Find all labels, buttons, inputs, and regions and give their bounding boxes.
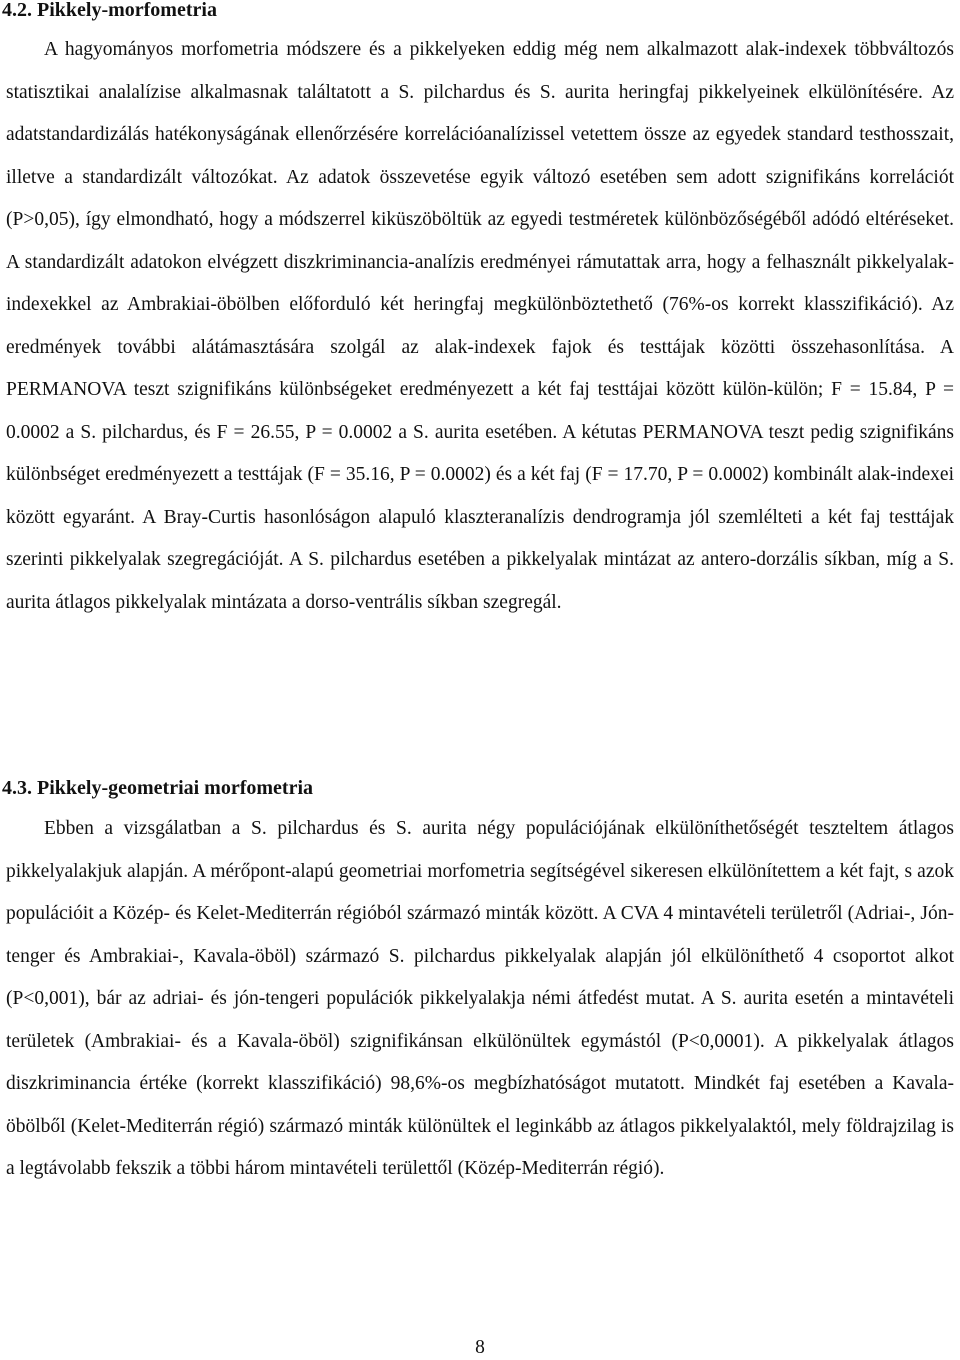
section-heading-4-2: 4.2. Pikkely-morfometria: [2, 0, 217, 21]
section-heading-4-3: 4.3. Pikkely-geometriai morfometria: [2, 777, 314, 799]
section-4-2-paragraph: A hagyományos morfometria módszere és a pikkelyeken eddig még nem alkalmazott alak-indexek többváltozós statisztikai analalízise alkalmasnak találtatott a S. pilchardus és S. aurita heringfaj pikkelyeinek elkülönítésére. Az adatstandardizálás hatékonyságának ellenőrzésére korrelációanalízissel vetettem össze az egyedek standard testhosszait, illetve a standardizált változókat. Az adatok összevetése egyik változó esetében sem adott szignifikáns korrelációt (P>0,05), így elmondható, hogy a módszerrel kiküszöböltük az egyedi testméretek különbözőségéből adódó eltéréseket. A standardizált adatokon elvégzett diszkriminancia-analízis eredményei rámutattak arra, hogy a felhasznált pikkelyalak-indexekkel az Ambrakiai-öbölben előforduló két heringfaj megkülönböztethető (76%-os korrekt klasszifikáció). Az eredmények további alátámasztására szolgál az alak-indexek fajok és testtájak közötti összehasonlítása. A PERMANOVA teszt szignifikáns különbségeket eredményezett a két faj testtájai között külön-külön; F = 15.84, P = 0.0002 a S. pilchardus, és F = 26.55, P = 0.0002 a S. aurita esetében. A kétutas PERMANOVA teszt pedig szignifikáns különbséget eredményezett a testtájak (F = 35.16, P = 0.0002) és a két faj (F = 17.70, P = 0.0002) kombinált alak-indexei között egyaránt. A Bray-Curtis hasonlóságon alapuló klaszteranalízis dendrogramja jól szemlélteti a két faj testtájak szerinti pikkelyalak szegregációját. A S. pilchardus esetében a pikkelyalak mintázat az antero-dorzális síkban, míg a S. aurita átlagos pikkelyalak mintázata a dorso-ventrális síkban szegregál.: [6, 39, 954, 613]
page-number: 8: [475, 1337, 485, 1358]
section-4-3-paragraph: Ebben a vizsgálatban a S. pilchardus és S. aurita négy populációjának elkülöníthetőségét teszteltem átlagos pikkelyalakjuk alapján. A mérőpont-alapú geometriai morfometria segítségével sikeresen elkülönítettem a két fajt, s azok populációit a Közép- és Kelet-Mediterrán régióból származó minták között. A CVA 4 mintavételi területről (Adriai-, Jón-tenger és Ambrakiai-, Kavala-öböl) származó S. pilchardus pikkelyalak alapján jól elkülöníthető 4 csoportot alkot (P<0,001), bár az adriai- és jón-tengeri populációk pikkelyalakja némi átfedést mutat. A S. aurita esetén a mintavételi területek (Ambrakiai- és a Kavala-öböl) szignifikánsan elkülönültek egymástól (P<0,0001). A pikkelyalak átlagos diszkriminancia értéke (korrekt klasszifikáció) 98,6%-os megbízhatóságot mutatott. Mindkét faj esetében a Kavala-öbölből (Kelet-Mediterrán régió) származó minták különültek el leginkább az átlagos pikkelyalaktól, mely földrajzilag is a legtávolabb fekszik a többi három mintavételi területtől (Közép-Mediterrán régió).: [6, 818, 954, 1179]
